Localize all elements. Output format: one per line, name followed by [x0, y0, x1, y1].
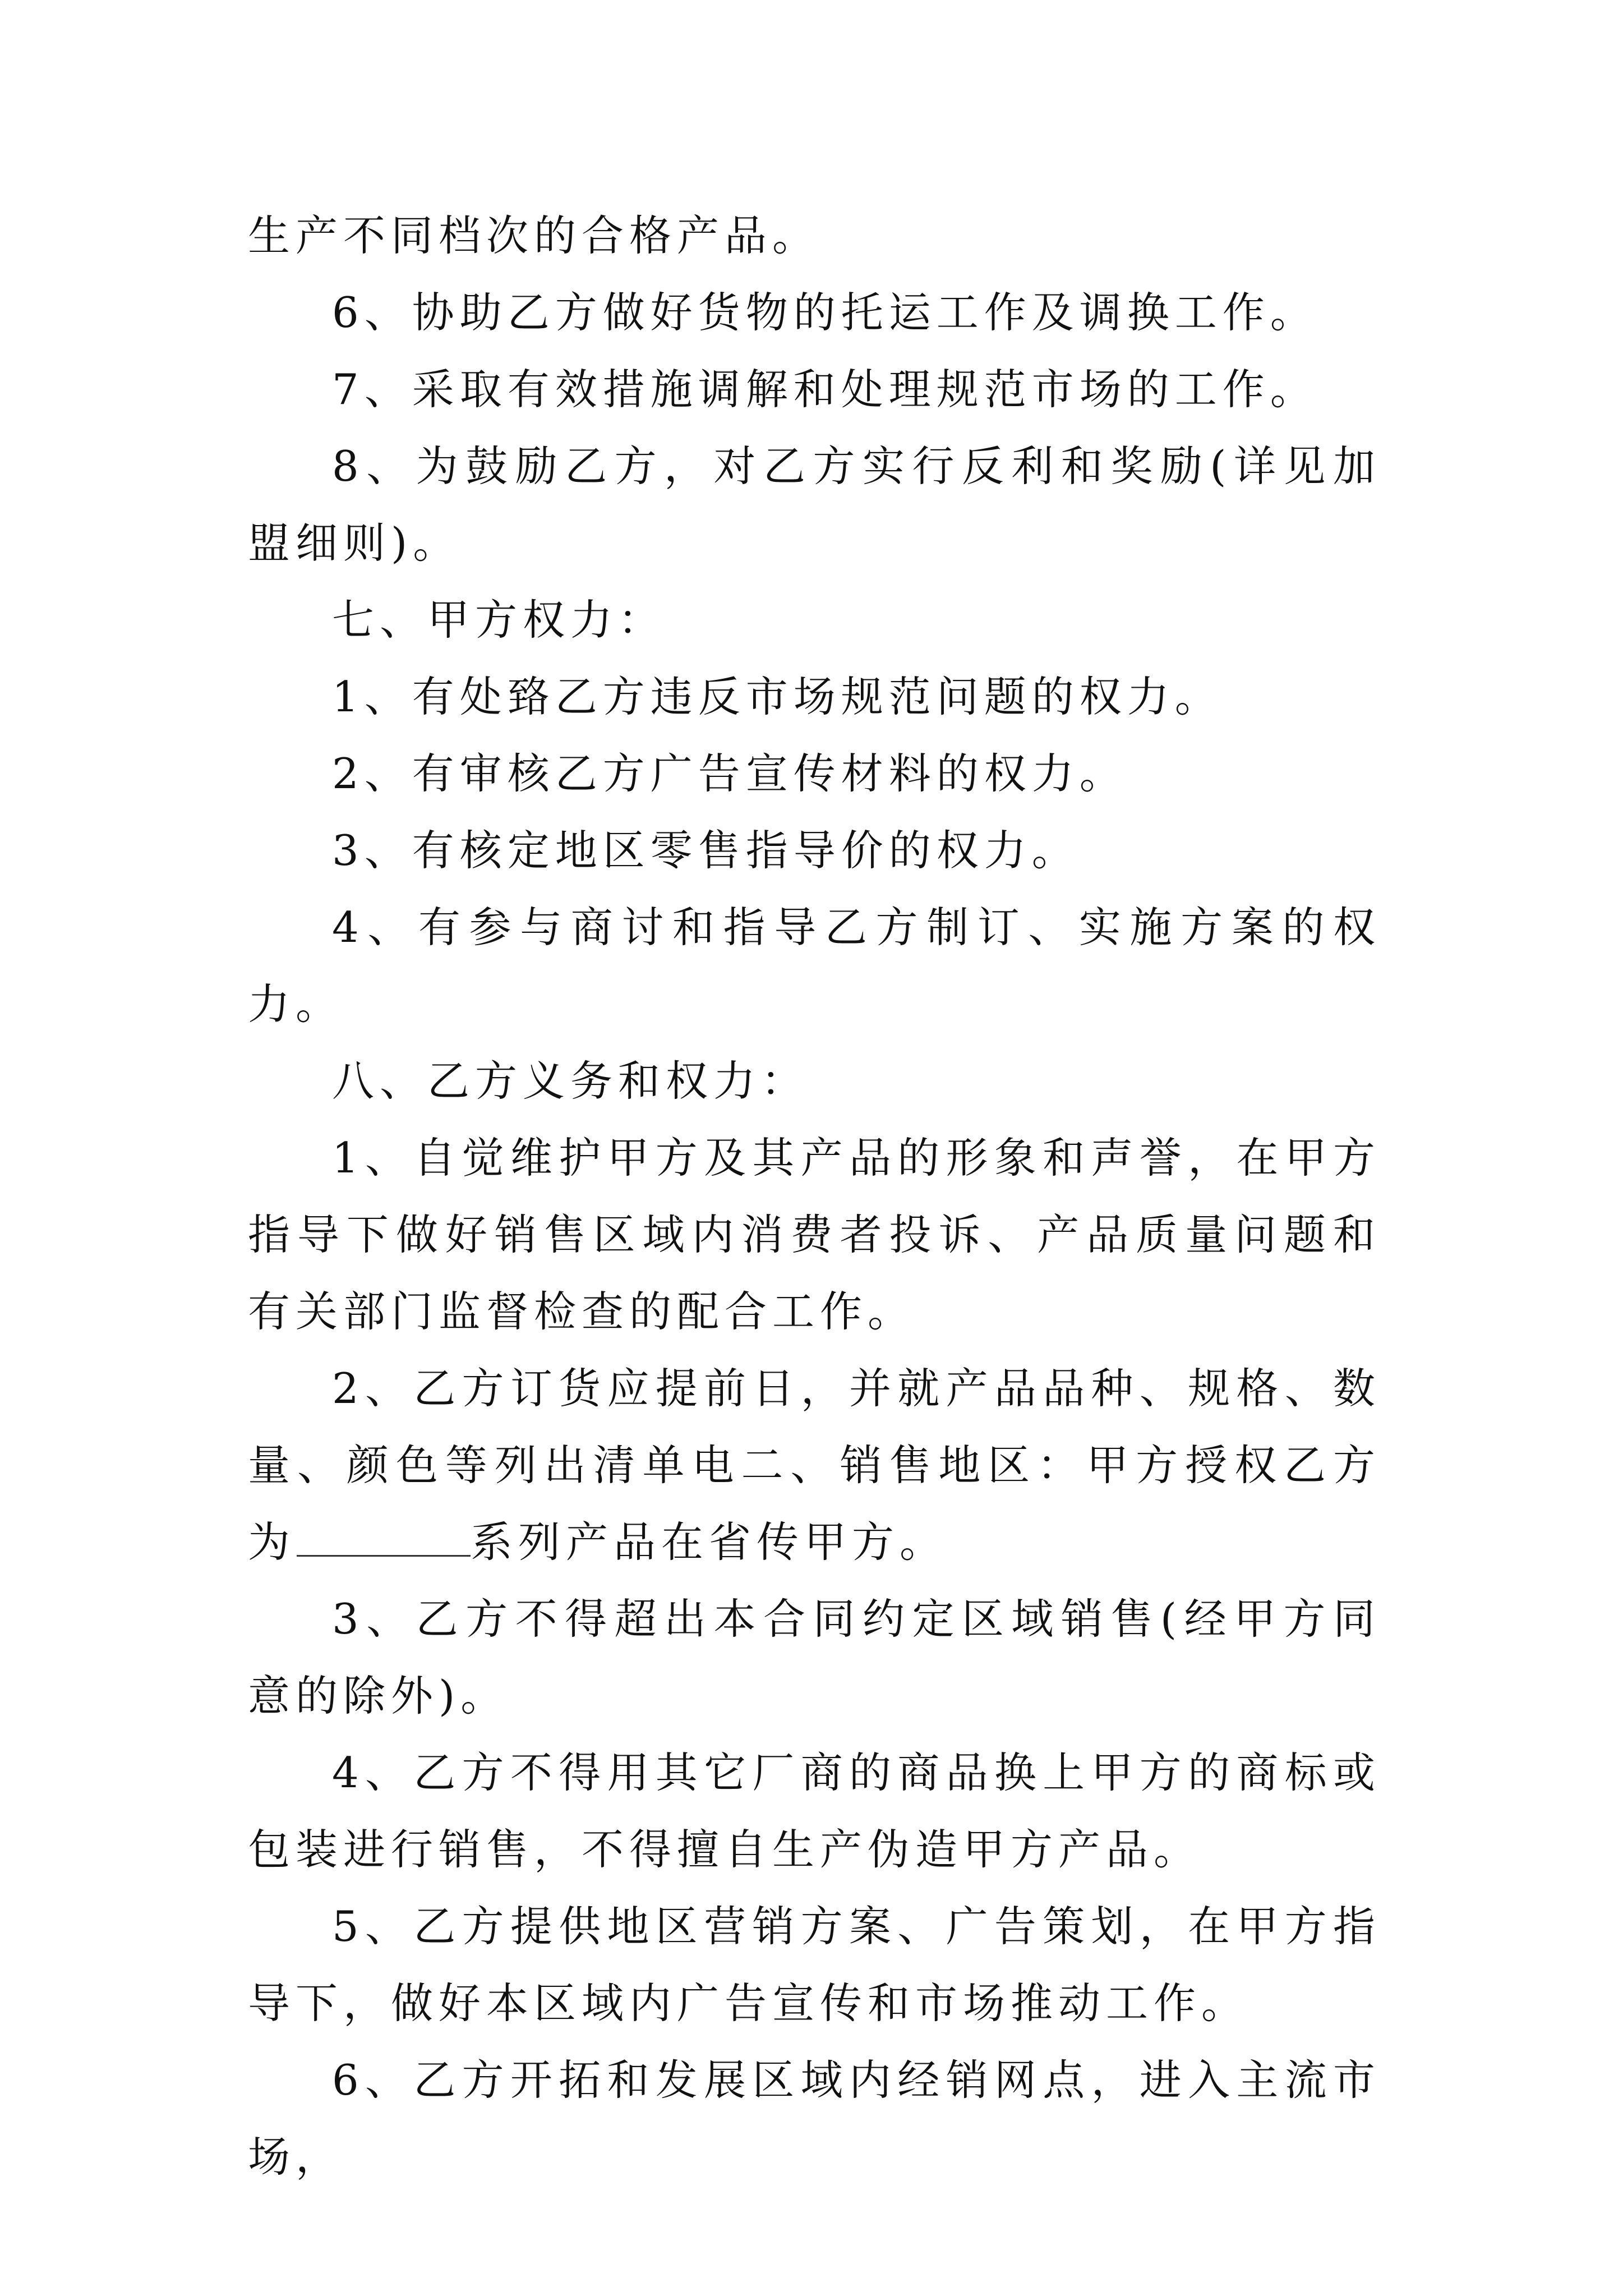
paragraph: 3、乙方不得超出本合同约定区域销售(经甲方同意的除外)。	[248, 1594, 1381, 1720]
paragraph-text-before-blank: 2、乙方订货应提前日，并就产品品种、规格、数量、颜色等列出清单电二、销售地区：甲方授权乙方为	[248, 1364, 1381, 1567]
paragraph: 4、乙方不得用其它厂商的商品换上甲方的商标或包装进行销售，不得擅自生产伪造甲方产品。	[248, 1748, 1381, 1874]
document-body	[248, 197, 1381, 2196]
paragraph: 1、自觉维护甲方及其产品的形象和声誉，在甲方指导下做好销售区域内消费者投诉、产品质量问题和有关部门监督检查的配合工作。	[248, 1133, 1381, 1336]
fill-in-blank-line	[297, 1516, 471, 1557]
paragraph: 生产不同档次的合格产品。	[248, 211, 820, 260]
paragraph: 6、协助乙方做好货物的托运工作及调换工作。	[332, 288, 1318, 337]
section-heading: 八、乙方义务和权力：	[332, 1056, 809, 1106]
paragraph: 8、为鼓励乙方，对乙方实行反利和奖励(详见加盟细则)。	[248, 441, 1381, 568]
paragraph-text-after-blank: 系列产品在省传甲方。	[471, 1517, 948, 1567]
paragraph: 5、乙方提供地区营销方案、广告策划，在甲方指导下，做好本区域内广告宣传和市场推动工作。	[248, 1902, 1381, 2028]
paragraph: 4、有参与商讨和指导乙方制订、实施方案的权力。	[248, 903, 1381, 1029]
paragraph: 1、有处臵乙方违反市场规范问题的权力。	[332, 672, 1223, 721]
paragraph	[248, 1350, 1381, 1581]
section-heading: 七、甲方权力：	[332, 595, 666, 645]
paragraph: 7、采取有效措施调解和处理规范市场的工作。	[332, 365, 1318, 414]
paragraph: 6、乙方开拓和发展区域内经销网点，进入主流市场，	[248, 2055, 1381, 2182]
paragraph: 2、有审核乙方广告宣传材料的权力。	[332, 749, 1127, 798]
paragraph: 3、有核定地区零售指导价的权力。	[332, 826, 1080, 875]
